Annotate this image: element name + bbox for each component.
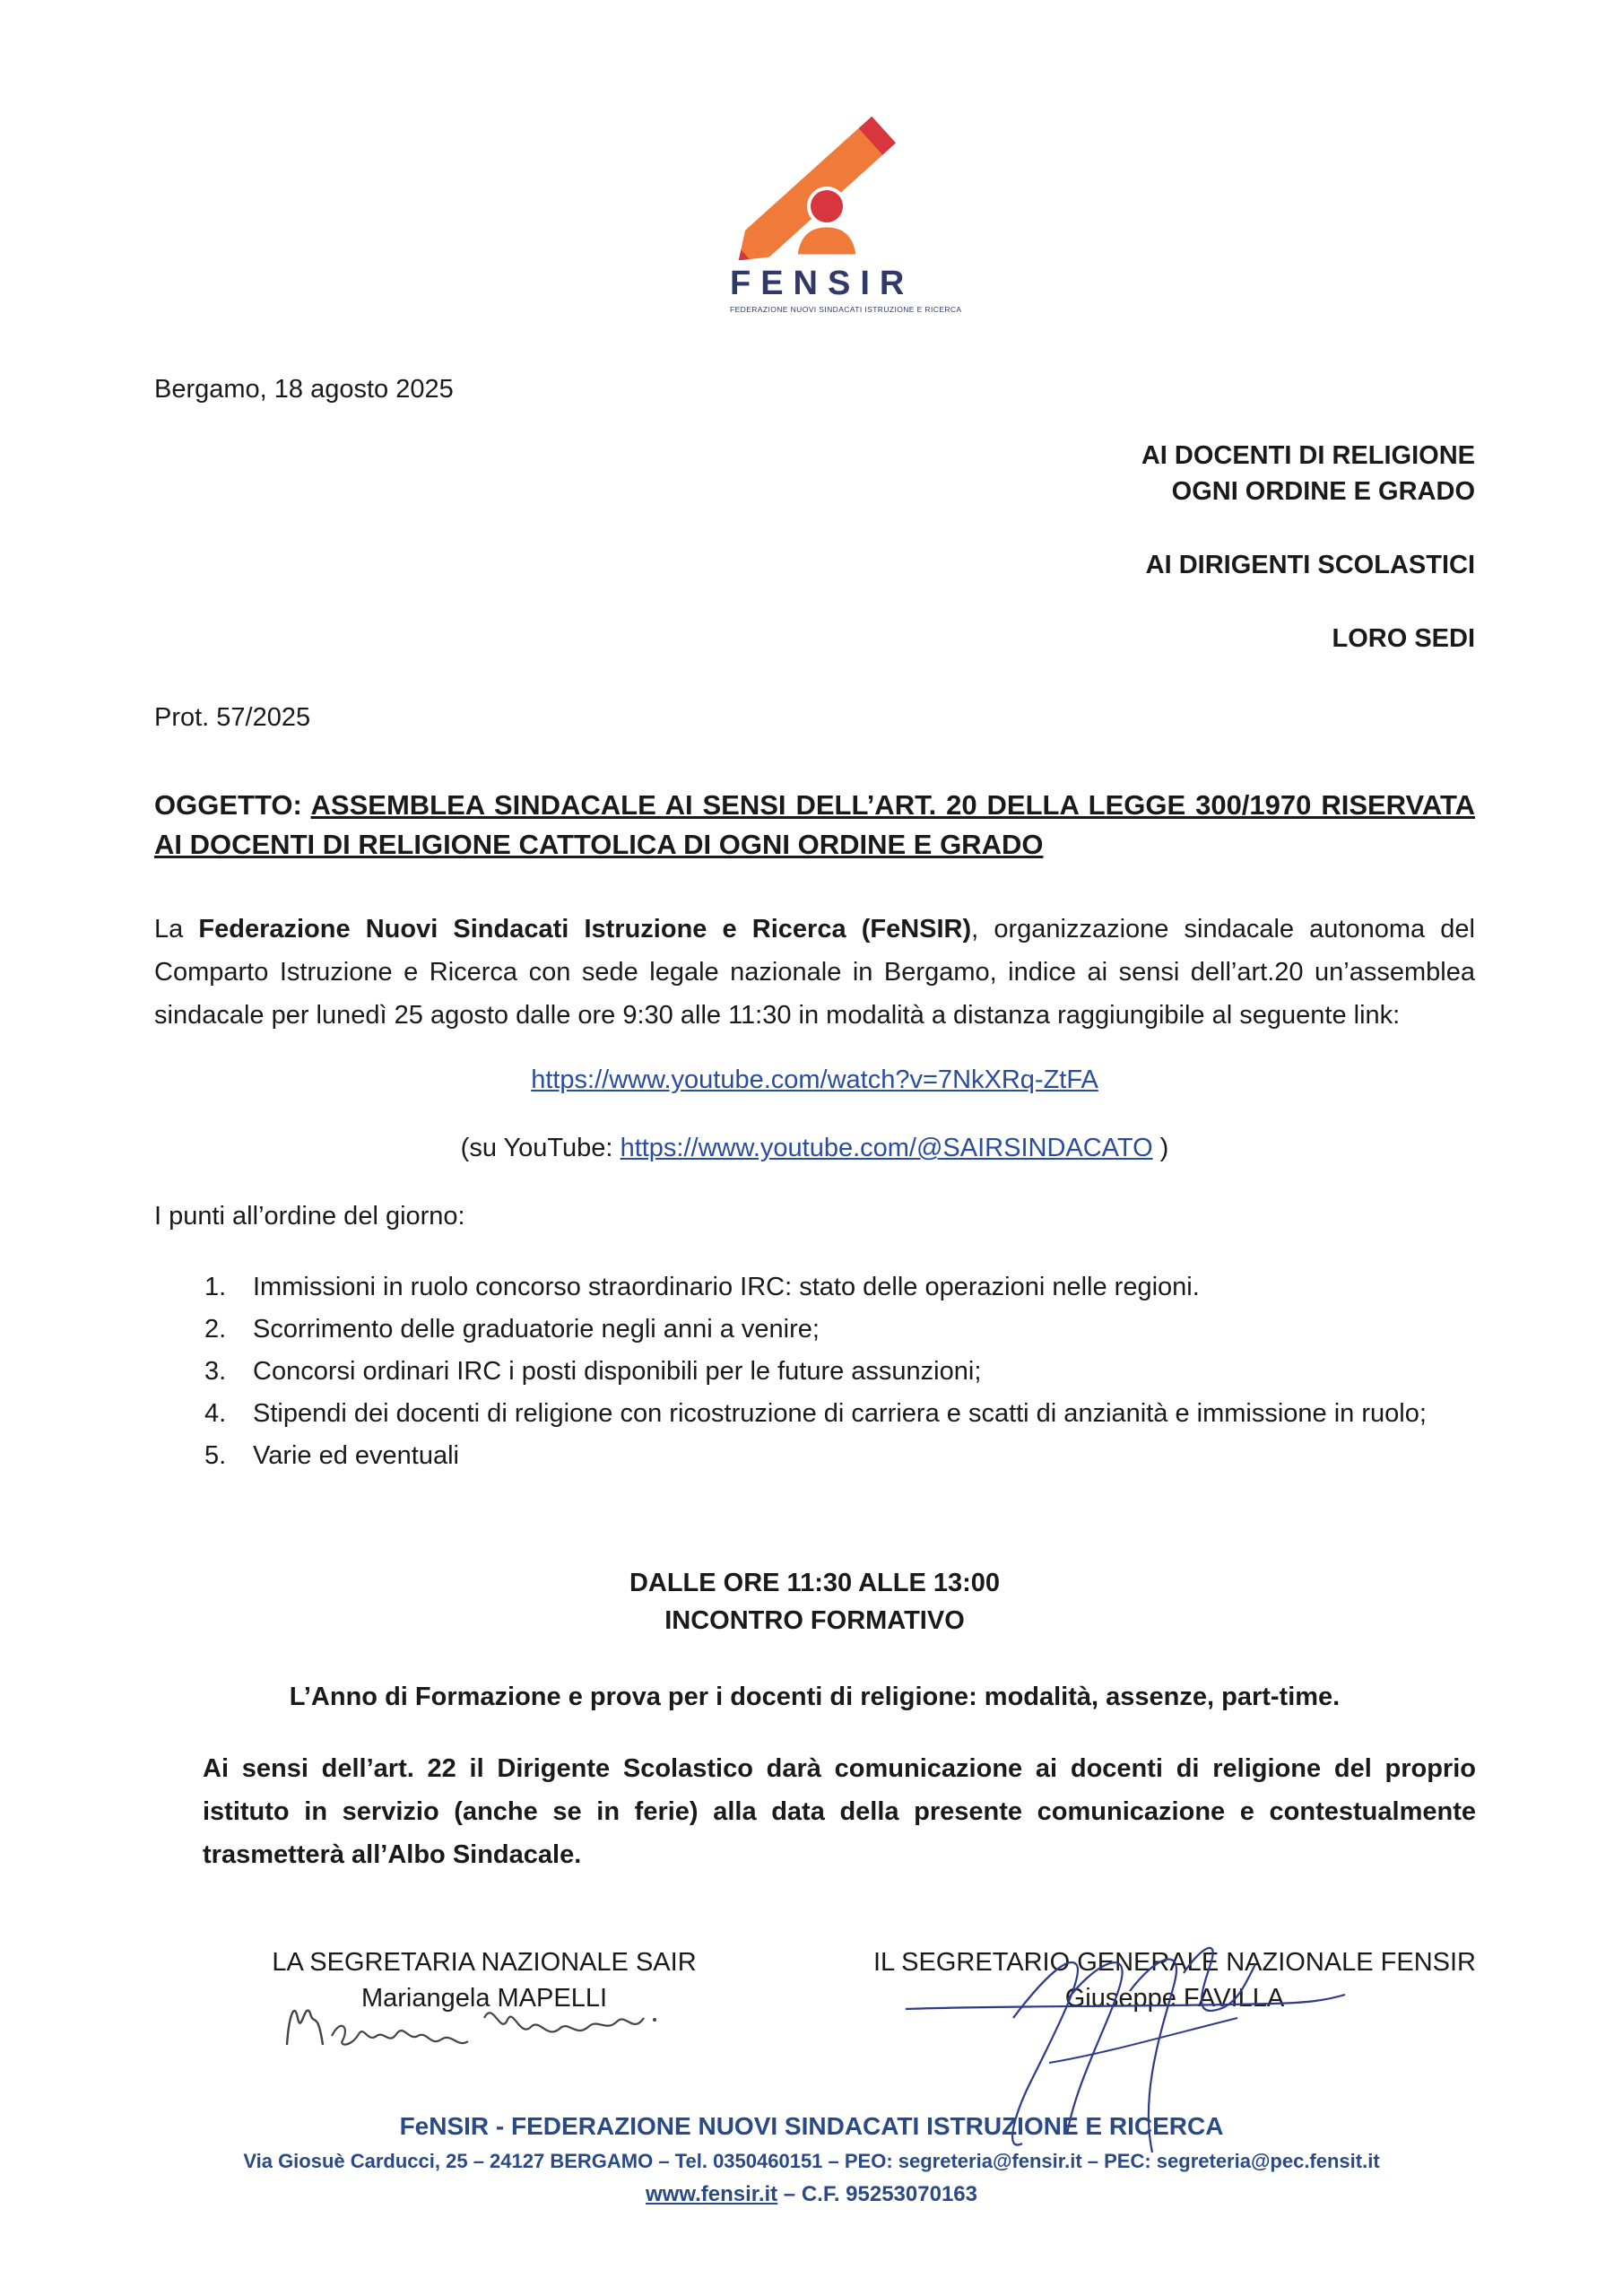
agenda-item [154,1351,1475,1393]
agenda-title: I punti all’ordine del giorno: [154,1202,465,1231]
main-link-row [154,1058,1475,1101]
notice-paragraph: Ai sensi dell’art. 22 il Dirigente Scolastico darà comunicazione ai docenti di religione del proprio istituto in servizio (anche se in ferie) alla data della presente comunicazione e contestualmente trasmetterà all’Albo Sindacale. [203,1754,1476,1869]
agenda-item [154,1309,1475,1351]
agenda-item [154,1266,1475,1309]
recipient-line: LORO SEDI [1332,624,1475,653]
training-label: INCONTRO FORMATIVO [664,1606,965,1635]
agenda-number: 2. [204,1315,227,1344]
logo-subtitle: FEDERAZIONE NUOVI SINDACATI ISTRUZIONE E RICERCA [730,305,962,314]
subject-label: OGGETTO: [154,789,302,821]
youtube-video-link[interactable]: https://www.youtube.com/watch?v=7NkXRq-ZtFA [531,1065,1098,1094]
organization-name: Federazione Nuovi Sindacati Istruzione e Ricerca (FeNSIR) [198,915,972,944]
agenda-number: 1. [204,1273,227,1301]
youtube-pre: (su YouTube: [460,1134,613,1162]
footer-cf: – C.F. 95253070163 [777,2182,977,2206]
footer-org: FeNSIR - FEDERAZIONE NUOVI SINDACATI ISTRUZIONE E RICERCA [399,2112,1224,2140]
logo-wordmark: FENSIR [730,265,915,302]
right-signatory-title: IL SEGRETARIO GENERALE NAZIONALE FENSIR [873,1948,1476,1977]
left-signatory-name: Mariangela MAPELLI [360,1984,608,2013]
intro-paragraph [154,908,1475,1037]
agenda-text: Stipendi dei docenti di religione con ricostruzione di carriera e scatti di anzianità e immissione in ruolo; [253,1399,1427,1428]
recipient-line: OGNI ORDINE E GRADO [1171,477,1475,506]
pencil-person-icon [717,108,915,260]
recipient-line: AI DIRIGENTI SCOLASTICI [1145,551,1475,579]
agenda-text: Scorrimento delle graduatorie negli anni a venire; [253,1315,820,1344]
subject-text: ASSEMBLEA SINDACALE AI SENSI DELL’ART. 20 DELLA LEGGE 300/1970 RISERVATA AI DOCENTI DI RELIGIONE CATTOLICA DI OGNI ORDINE E GRADO [154,789,1475,860]
agenda-text: Concorsi ordinari IRC i posti disponibili per le future assunzioni; [253,1357,982,1386]
intro-post: , organizzazione sindacale autonoma del Comparto Istruzione e Ricerca con sede legale nazionale in Bergamo, indice ai sensi dell’art.20 un’assemblea sindacale per lunedì 25 agosto dalle ore 9:30 alle 11:30 in modalità a distanza raggiungibile al seguente link: [154,915,1475,1030]
agenda-number: 5. [204,1441,227,1470]
footer-website-link[interactable]: www.fensir.it [646,2182,778,2206]
right-signatory-name: Giuseppe FAVILLA [1064,1984,1285,2013]
place-date: Bergamo, 18 agosto 2025 [154,375,454,404]
footer-website-row [90,2178,1533,2212]
agenda-item [154,1393,1475,1435]
left-signatory-title: LA SEGRETARIA NAZIONALE SAIR [272,1948,697,1977]
training-topic: L’Anno di Formazione e prova per i docenti di religione: modalità, assenze, part-time. [289,1683,1341,1711]
agenda-text: Immissioni in ruolo concorso straordinario IRC: stato delle operazioni nelle regioni. [253,1273,1200,1301]
left-handwritten-signature [278,1964,708,2081]
agenda-item [154,1435,1475,1477]
subject-block [154,786,1475,865]
recipients-block [847,438,1475,657]
training-time: DALLE ORE 11:30 ALLE 13:00 [629,1569,1001,1597]
fensir-logo [717,108,962,314]
recipient-line: AI DOCENTI DI RELIGIONE [1141,441,1475,470]
youtube-post: ) [1152,1134,1169,1162]
agenda-list [154,1266,1475,1477]
training-block [154,1564,1475,1639]
agenda-number: 4. [204,1399,227,1428]
youtube-channel-row [154,1126,1475,1170]
protocol-number: Prot. 57/2025 [154,703,311,732]
intro-pre: La [154,915,184,944]
agenda-text: Varie ed eventuali [253,1441,460,1470]
agenda-number: 3. [204,1357,227,1386]
footer [90,2108,1533,2212]
youtube-channel-link[interactable]: https://www.youtube.com/@SAIRSINDACATO [620,1134,1153,1162]
footer-address: Via Giosuè Carducci, 25 – 24127 BERGAMO – Tel. 0350460151 – PEO: segreteria@fensir.it – PEC: segreteria@pec.fensit.it [243,2150,1380,2172]
